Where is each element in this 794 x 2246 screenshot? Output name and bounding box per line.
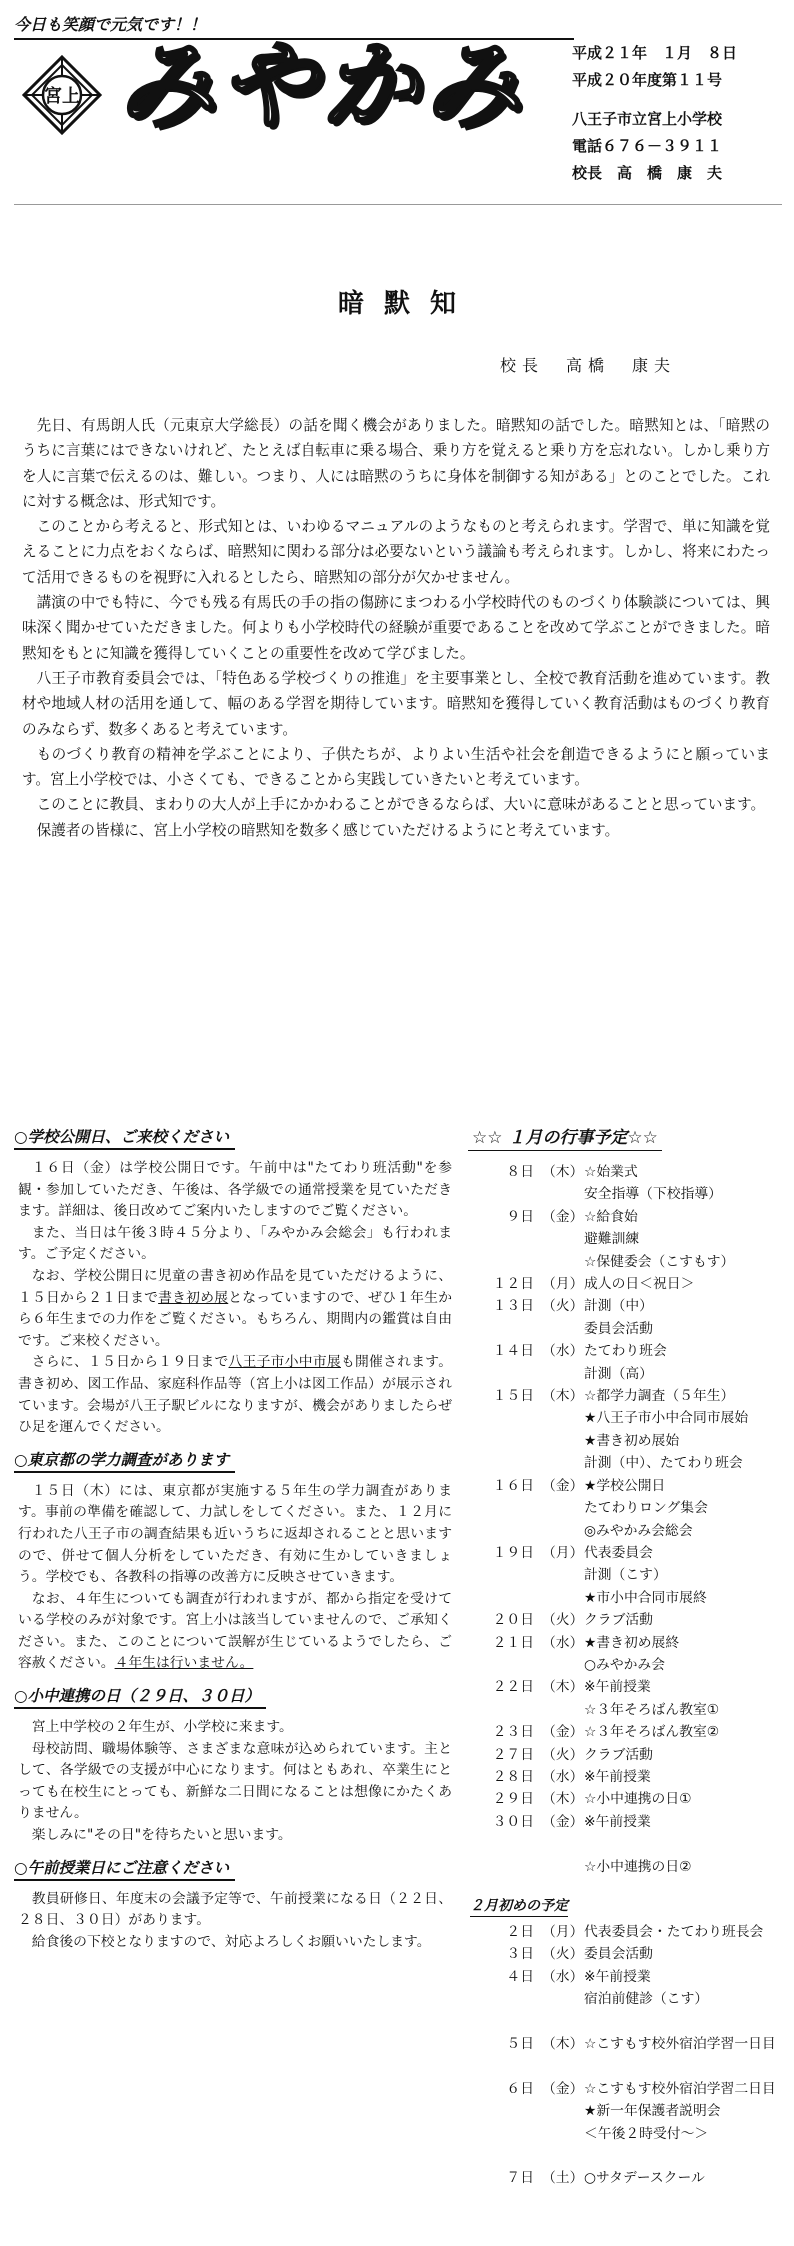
schedule-row [458,1632,780,1654]
schedule-weekday [542,1564,584,1586]
schedule-weekday: （火） [542,1746,584,1763]
schedule-row [458,1587,780,1609]
schedule-date [458,1363,542,1385]
schedule-row [458,1654,780,1676]
schedule-date: ３０日 [492,1813,534,1830]
shochu-p1: 宮上中学校の２年生が、小学校に来ます。 [31,1719,293,1736]
schedule-row [458,1744,780,1766]
schedule-date [458,1654,542,1676]
schedule-date: ２８日 [492,1768,534,1785]
masthead-info [572,40,782,187]
lead-author: 校長 高橋 康夫 [500,356,677,375]
gakuryoku-p2 [18,1589,452,1675]
schedule-event: ☆３年そろばん教室② [584,1724,720,1741]
schedule-event: ☆都学力調査（５年生） [584,1388,735,1405]
schedule-row [458,1318,780,1340]
schedule-date: ２１日 [492,1634,534,1651]
schedule-row [458,1564,780,1586]
schedule-row [458,1452,780,1474]
schedule-weekday: （月） [542,1924,584,1940]
schedule-date [458,1318,542,1340]
schedule-event: クラブ活動 [584,1746,653,1763]
schedule-date [458,1497,542,1519]
lead-paragraph: 講演の中でも特に、今でも残る有馬氏の手の指の傷跡にまつわる小学校時代のものづくり体験談については、興味深く聞かせていただきました。何よりも小学校時代の経験が重要であることを改めて学ぶことができました。暗黙知をもとに知識を獲得していくことの重要性を改めて学びました。 [22,594,770,662]
schedule-row [458,1475,780,1497]
schedule-row [458,1856,780,1878]
schedule-row [458,1251,780,1273]
schedule-event: ◎みやかみ会総会 [584,1522,693,1539]
schedule-event: 計測（高） [584,1365,653,1382]
open-school-p1: １６日（金）は学校公開日です。午前中は"たてわり班活動"を参観・参加していただき、午後は、各学級での通常授業を見ていただきます。詳細は、後日改めてご案内いたしますのでご覧ください。 [18,1160,452,1220]
january-schedule-table [458,1161,780,1878]
schedule-date: ２２日 [492,1679,534,1696]
schedule-event: 委員会活動 [584,1946,653,1963]
schedule-weekday [542,2011,584,2033]
schedule-row [458,1542,780,1564]
lead-paragraph: 保護者の皆様に、宮上小学校の暗黙知を数多く感じていただけるようにと考えています。 [36,821,620,839]
schedule-date [458,1833,542,1855]
schedule-weekday: （月） [542,1276,584,1293]
schedule-row [458,1183,780,1205]
schedule-weekday [542,1654,584,1676]
schedule-row [458,1921,780,1943]
newsletter-title: みやかみ [118,30,526,142]
schedule-event: ☆こすもす校外宿泊学習一日目 [584,2036,776,2053]
principal-name: 校長 高 橋 康 夫 [572,164,723,182]
schedule-event [584,2055,780,2077]
schedule-row [458,1988,780,2010]
schedule-event: 計測（中）、たてわり班会 [584,1455,743,1472]
shochu-p3: 楽しみに"その日"を待ちたいと思います。 [31,1827,292,1844]
schedule-weekday: （水） [542,1634,584,1651]
schedule-event: 代表委員会・たてわり班長会 [584,1924,764,1940]
schedule-date: ３日 [506,1946,534,1963]
schedule-event: 安全指導（下校指導） [584,1186,722,1203]
schedule-weekday [542,1856,584,1878]
schedule-event: ☆始業式 [584,1164,638,1180]
schedule-weekday: （木） [542,2036,584,2053]
schedule-row [458,1385,780,1407]
schedule-date [458,1520,542,1542]
schedule-event: ☆小中連携の日② [584,1858,692,1875]
schedule-weekday [542,1183,584,1205]
schedule-row [458,1273,780,1295]
schedule-weekday [542,2100,584,2122]
schedule-weekday: （水） [542,1343,584,1360]
schedule-date [458,1988,542,2010]
text-span: なお、学校公開日に児童の書き初め作品を見ていただけるように、１５日から２１日まで [18,1267,452,1306]
schedule-weekday: （木） [542,1388,584,1405]
schedule-date: １９日 [492,1544,534,1561]
schedule-date: ５日 [506,2036,534,2053]
schedule-row [458,2011,780,2033]
schedule-date [458,1452,542,1474]
schedule-row [458,2100,780,2122]
schedule-weekday: （火） [542,1612,584,1629]
text-span: なお、４年生についても調査が行われますが、都から指定を受けている学校のみが対象です。宮上小は該当していませんので、ご承知ください。また、このことについて誤解が生じているようでしたら、ご容赦ください。 [18,1590,452,1672]
schedule-row [458,1497,780,1519]
schedule-row [458,1766,780,1788]
schedule-weekday [542,1407,584,1429]
schedule-date: ２０日 [492,1612,534,1629]
open-school-heading: ○学校公開日、ご来校ください [14,1126,235,1150]
schedule-heading: ☆☆ １月の行事予定☆☆ [468,1126,662,1151]
schedule-date: １６日 [492,1477,534,1494]
schedule-date: ８日 [506,1164,534,1180]
school-name: 八王子市立宮上小学校 [572,110,723,128]
schedule-event: 避難訓練 [584,1231,640,1248]
schedule-event: ★書き初め展始 [584,1432,680,1449]
schedule-column [458,1126,788,2190]
gozen-p2: 給食後の下校となりますので、対応よろしくお願いいたします。 [31,1933,431,1950]
schedule-event: ＜午後２時受付～＞ [584,2125,709,2142]
schedule-event: 計測（こす） [584,1567,667,1584]
schedule-row [458,1363,780,1385]
open-school-p4 [18,1352,452,1438]
schedule-weekday: （水） [542,1768,584,1785]
schedule-event: ☆３年そろばん教室① [584,1701,720,1718]
lead-paragraph: ものづくり教育の精神を学ぶことにより、子供たちが、よりよい生活や社会を創造できるようにと願っています。宮上小学校では、小さくても、できることから実践していきたいと考えています。 [22,745,770,789]
schedule-date [458,1183,542,1205]
schedule-row [458,1788,780,1810]
schedule-event: ☆保健委会（こすもす） [584,1253,735,1270]
schedule-weekday: （木） [542,1164,584,1180]
schedule-weekday [542,1497,584,1519]
schedule-weekday: （水） [542,1968,584,1985]
schedule-weekday [542,1452,584,1474]
schedule-date [458,2055,542,2077]
schedule-event: ☆給食始 [584,1208,638,1225]
schedule-row [458,2033,780,2055]
schedule-event: ★書き初め展終 [584,1634,680,1651]
schedule-event: ★八王子市小中合同市展始 [584,1410,749,1427]
schedule-weekday: （月） [542,1544,584,1561]
text-span: さらに、１５日から１９日まで [31,1354,229,1371]
schedule-row [458,1295,780,1317]
schedule-row [458,2078,780,2100]
schedule-date: ２７日 [492,1746,534,1763]
open-school-body [14,1158,452,1439]
schedule-event: クラブ活動 [584,1612,653,1629]
schedule-event: ★市小中合同市展終 [584,1589,707,1606]
schedule-date: ９日 [506,1208,534,1225]
school-phone: 電話６７６－３９１１ [572,137,723,155]
schedule-weekday [542,2145,584,2167]
underlined-text: ４年生は行いません。 [114,1655,254,1672]
schedule-weekday [542,1699,584,1721]
schedule-date [458,2123,542,2145]
schedule-date [458,1699,542,1721]
schedule-weekday: （金） [542,1208,584,1225]
schedule-weekday: （金） [542,2080,584,2097]
schedule-row [458,2167,780,2189]
gakuryoku-body [14,1481,452,1675]
schedule-event: ★新一年保護者説明会 [584,2103,721,2120]
schedule-weekday [542,1251,584,1273]
shochu-p2: 母校訪問、職場体験等、さまざまな意味が込められています。主として、各学級での支援が中心になります。何はともあれ、卒業生にとっても在校生にとっても、新鮮な二日間になることは想像にかたくありません。 [18,1740,452,1822]
schedule-weekday: （火） [542,1298,584,1315]
schedule-weekday: （金） [542,1477,584,1494]
open-school-p3 [18,1266,452,1352]
schedule-weekday [542,1833,584,1855]
schedule-event: ★学校公開日 [584,1477,666,1494]
schedule-weekday [542,1430,584,1452]
schedule-date: １５日 [492,1388,534,1405]
schedule-weekday [542,2055,584,2077]
shochu-body [14,1717,452,1847]
issue-date: 平成２１年 １月 ８日 [572,44,738,62]
text-span: も開催されます。書き初め、図工作品、家庭科作品等（宮上小は図工作品）が展示されています。会場が八王子駅ビルになりますが、機会がありましたらぜひ足を運んでください。 [18,1354,453,1436]
lead-paragraph: このことに教員、まわりの大人が上手にかかわることができるならば、大いに意味があることと思っています。 [36,796,766,814]
schedule-event: 成人の日＜祝日＞ [584,1276,695,1293]
school-emblem-icon [22,55,102,135]
schedule-weekday: （木） [542,1679,584,1696]
lead-paragraph: 八王子市教育委員会では、「特色ある学校づくりの推進」を主要事業とし、全校で教育活動を進めています。教材や地域人材の活用を通して、幅のある学習を期待しています。暗黙知を獲得していく教育活動はものづくり教育のみならず、数多くあると考えています。 [22,669,770,738]
open-school-p2: また、当日は午後３時４５分より、「みやかみ会総会」も行われます。ご予定ください。 [18,1224,452,1263]
gozen-heading: ○午前授業日にご注意ください [14,1857,235,1881]
schedule-event [584,1833,780,1855]
schedule-row [458,1520,780,1542]
gozen-body [14,1889,452,1954]
schedule-event: ※午前授業 [584,1768,651,1785]
schedule-date [458,2145,542,2167]
schedule-event: ☆こすもす校外宿泊学習二日目 [584,2080,776,2097]
schedule-event: ※午前授業 [584,1679,651,1696]
schedule-event: 代表委員会 [584,1544,653,1561]
schedule-date: １３日 [492,1298,534,1315]
gakuryoku-heading: ○東京都の学力調査があります [14,1449,235,1473]
schedule-row [458,1943,780,1965]
schedule-row [458,1811,780,1833]
schedule-date: １２日 [492,1276,534,1293]
schedule-event: 宿泊前健診（こす） [584,1991,709,2008]
schedule-row [458,1430,780,1452]
schedule-event [584,2011,780,2033]
schedule-date: ４日 [506,1968,534,1985]
schedule-event: 計測（中） [584,1298,653,1315]
schedule-row [458,1966,780,1988]
schedule-date: ６日 [506,2080,534,2097]
masthead-bottom-rule [14,204,782,205]
schedule-row [458,1699,780,1721]
schedule-date: ２日 [506,1924,534,1940]
schedule-weekday: （火） [542,1946,584,1963]
schedule-row [458,1340,780,1362]
schedule-row [458,1609,780,1631]
schedule-row [458,2145,780,2167]
schedule-weekday [542,1520,584,1542]
slogan: 今日も笑顔で元気です！！ [14,15,207,34]
schedule-event: 委員会活動 [584,1320,653,1337]
schedule-date [458,2100,542,2122]
schedule-date [458,1407,542,1429]
emblem-text: 宮上 [44,86,80,107]
schedule-event: ○サタデースクール [584,2170,705,2187]
schedule-date: ２３日 [492,1724,534,1741]
schedule-date [458,1251,542,1273]
schedule-date [458,1228,542,1250]
lead-body [22,413,770,843]
february-heading: ２月初めの予定 [470,1896,568,1917]
schedule-date [458,2011,542,2033]
schedule-weekday [542,1363,584,1385]
schedule-weekday [542,1318,584,1340]
underlined-text: 書き初め展 [158,1289,229,1306]
schedule-row [458,2123,780,2145]
schedule-row [458,1721,780,1743]
schedule-event: ※午前授業 [584,1968,651,1985]
schedule-event: たてわり班会 [584,1343,667,1360]
schedule-event: ○みやかみ会 [584,1656,666,1673]
schedule-date [458,1564,542,1586]
schedule-date [458,1856,542,1878]
gozen-p1: 教員研修日、年度末の会議予定等で、午前授業になる日（２２日、２８日、３０日）があります。 [18,1890,452,1929]
schedule-date [458,1587,542,1609]
schedule-event: ☆小中連携の日① [584,1791,692,1808]
schedule-row [458,1676,780,1698]
lead-paragraph: このことから考えると、形式知とは、いわゆるマニュアルのようなものと考えられます。学習で、単に知識を覚えることに力点をおくならば、暗黙知に関わる部分は必要ないという議論も考えられます。しかし、将来にわたって活用できるものを視野に入れるとしたら、暗黙知の部分が欠かせません。 [22,518,770,586]
schedule-event: たてわりロング集会 [584,1500,708,1517]
schedule-weekday [542,2123,584,2145]
schedule-weekday: （金） [542,1724,584,1741]
schedule-row [458,2055,780,2077]
february-schedule-table [458,1921,780,2190]
schedule-weekday: （土） [542,2170,584,2187]
text-span: となっていますので、ぜひ１年生から６年生までの力作をご覧ください。もちろん、期間内の鑑賞は自由です。ご来校ください。 [18,1289,452,1349]
schedule-weekday [542,1228,584,1250]
underlined-text: 八王子市小中市展 [228,1354,341,1371]
schedule-weekday: （金） [542,1813,584,1830]
schedule-row [458,1206,780,1228]
schedule-weekday [542,1988,584,2010]
schedule-weekday [542,1587,584,1609]
gakuryoku-p1: １５日（木）には、東京都が実施する５年生の学力調査があります。事前の準備を確認して、力試しをしてください。また、１２月に行われた八王子市の調査結果も近いうちに返却されることと思いますので、併せて個人分析をしていただき、有効に生かしていきましょう。学校でも、各教科の指導の改善方に反映させていきます。 [18,1482,452,1586]
schedule-row [458,1407,780,1429]
notices-column [14,1126,452,1963]
schedule-row [458,1228,780,1250]
schedule-date [458,1430,542,1452]
schedule-row [458,1833,780,1855]
lead-title: 暗默知 [337,289,476,319]
schedule-date: １４日 [492,1343,534,1360]
schedule-event [584,2145,780,2167]
schedule-row [458,1161,780,1183]
issue-number: 平成２０年度第１１号 [572,71,723,89]
shochu-heading: ○小中連携の日（２９日、３０日） [14,1685,266,1709]
schedule-date: ７日 [506,2170,534,2187]
lead-paragraph: 先日、有馬朗人氏（元東京大学総長）の話を聞く機会がありました。暗黙知の話でした。暗黙知とは、「暗黙のうちに言葉にはできないけれど、たとえば自転車に乗る場合、乗り方を覚えると乗り方を忘れない。しかし乗り方を人に言葉で伝えるのは、難しい。つまり、人には暗黙のうちに身体を制御する知がある」とのことでした。これに対する概念は、形式知です。 [22,417,770,510]
schedule-date: ２９日 [492,1791,534,1808]
schedule-event: ※午前授業 [584,1813,651,1830]
schedule-weekday: （木） [542,1791,584,1808]
